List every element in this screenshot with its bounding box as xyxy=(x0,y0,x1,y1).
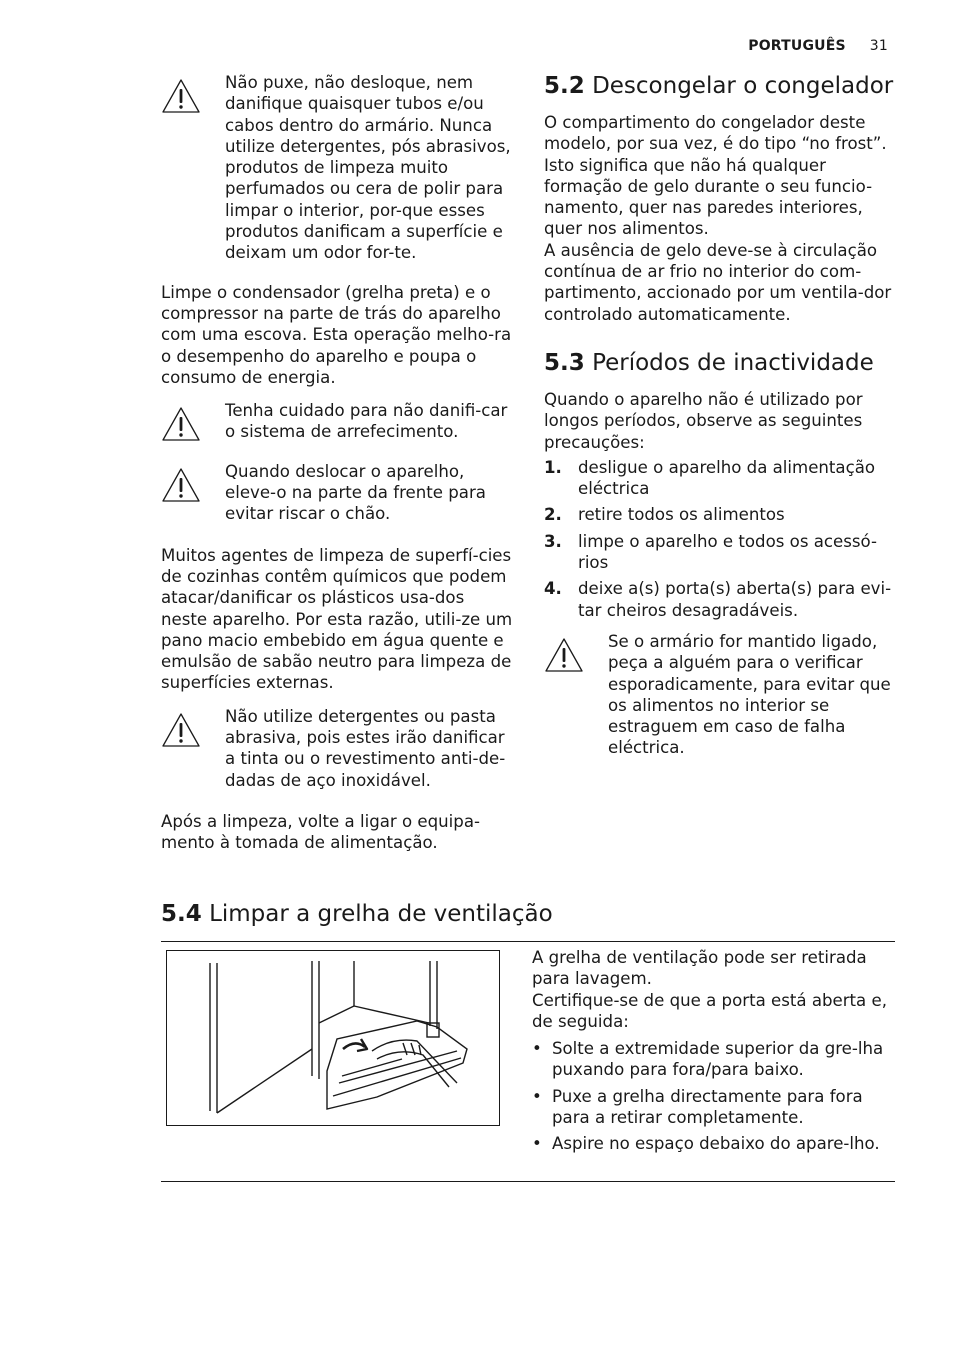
bullet-glyph: • xyxy=(532,1086,542,1106)
paragraph: Limpe o condensador (grelha preta) e o compressor na parte de trás do aparelho com uma escova. Esta operação melho-ra o desempenho do aparelho e poupa o consumo de energia. xyxy=(161,282,512,387)
warning-text: Não utilize detergentes ou pasta abrasiva, pois estes irão danificar a tinta ou o revestimento anti-de-dadas de aço inoxidável. xyxy=(225,706,506,790)
bullet-text: Puxe a grelha directamente para fora para a retirar completamente. xyxy=(552,1086,863,1128)
bullet-glyph: • xyxy=(532,1134,542,1154)
paragraph: Quando o aparelho não é utilizado por longos períodos, observe as seguintes precauções: xyxy=(544,389,863,452)
section-5-4-text xyxy=(532,947,896,1160)
warning-icon xyxy=(544,637,584,673)
page-header xyxy=(748,38,888,54)
divider xyxy=(161,941,895,942)
section-heading-5-3 xyxy=(544,349,896,377)
language-label: PORTUGUÊS xyxy=(748,38,846,54)
paragraph: Muitos agentes de limpeza de superfí-cies de cozinhas contêm químicos que podem atacar/danificar os plásticos usa-dos neste aparelho. Por esta razão, utili-ze um pano macio embebido em água quente e emulsão de sabão neutro para limpeza de superfícies externas. xyxy=(161,545,513,693)
paragraph: A ausência de gelo deve-se à circulação contínua de ar frio no interior do com-partimento, accionado por um ventila-dor controlado automaticamente. xyxy=(544,240,892,324)
step-number: 4. xyxy=(544,579,562,599)
warning-text: Não puxe, não desloque, nem danifique quaisquer tubos e/ou cabos dentro do armário. Nunca utilize detergentes, pós abrasivos, produtos de limpeza muito perfumados ou cera de polir para limpar o interior, por-que esses produtos danificam a superfície e deixam um odor for-te. xyxy=(225,73,511,263)
list-item xyxy=(532,1086,896,1129)
list-item xyxy=(544,531,896,574)
warning-icon xyxy=(161,467,201,503)
step-number: 1. xyxy=(544,457,562,477)
step-number: 3. xyxy=(544,531,562,551)
step-text: deixe a(s) porta(s) aberta(s) para evi-tar cheiros desagradáveis. xyxy=(578,579,892,620)
warning-icon xyxy=(161,406,201,442)
bullet-text: Aspire no espaço debaixo do apare-lho. xyxy=(552,1134,880,1154)
step-number: 2. xyxy=(544,505,562,525)
warning-icon xyxy=(161,78,201,114)
step-text: retire todos os alimentos xyxy=(578,505,785,525)
steps-list xyxy=(544,457,896,621)
section-heading-5-4 xyxy=(161,900,553,928)
list-item xyxy=(544,457,896,500)
left-column xyxy=(161,72,513,854)
page-number: 31 xyxy=(869,38,888,54)
warning-block xyxy=(161,706,513,791)
right-column xyxy=(544,72,896,759)
section-number: 5.2 xyxy=(544,73,585,99)
section-title: Descongelar o congelador xyxy=(592,73,894,99)
paragraph: Após a limpeza, volte a ligar o equipa-mento à tomada de alimentação. xyxy=(161,811,480,853)
section-heading-5-2 xyxy=(544,72,896,100)
divider xyxy=(161,1181,895,1182)
warning-block xyxy=(161,72,513,264)
warning-block xyxy=(544,631,896,759)
warning-text: Quando deslocar o aparelho, eleve-o na parte da frente para evitar riscar o chão. xyxy=(225,461,486,524)
bullet-text: Solte a extremidade superior da gre-lha puxando para fora/para baixo. xyxy=(552,1039,884,1080)
bullet-glyph: • xyxy=(532,1039,542,1059)
section-title: Períodos de inactividade xyxy=(592,349,874,376)
paragraph: O compartimento do congelador deste modelo, por sua vez, é do tipo “no frost”. Isto significa que não há qualquer formação de gelo durante o seu funcio-namento, quer nas paredes interiores, quer nos alimentos. xyxy=(544,113,887,239)
step-text: desligue o aparelho da alimentação eléctrica xyxy=(578,457,876,499)
section-number: 5.3 xyxy=(544,349,585,376)
grille-drawing xyxy=(167,951,499,1125)
paragraph: Certifique-se de que a porta está aberta e, de seguida: xyxy=(532,990,887,1031)
warning-text: Tenha cuidado para não danifi-car o sistema de arrefecimento. xyxy=(225,401,508,442)
section-title: Limpar a grelha de ventilação xyxy=(209,901,553,927)
warning-icon xyxy=(161,712,201,748)
step-text: limpe o aparelho e todos os acessó-rios xyxy=(578,531,877,573)
list-item xyxy=(544,578,896,621)
warning-block xyxy=(161,461,513,525)
warning-text: Se o armário for mantido ligado, peça a alguém para o verificar esporadicamente, para evitar que os alimentos no interior se estraguem em caso de falha eléctrica. xyxy=(608,631,891,758)
paragraph: A grelha de ventilação pode ser retirada para lavagem. xyxy=(532,948,867,989)
vent-grille-illustration xyxy=(166,950,500,1126)
section-number: 5.4 xyxy=(161,901,202,927)
list-item xyxy=(532,1133,896,1154)
list-item xyxy=(532,1038,896,1081)
list-item xyxy=(544,504,896,525)
bullet-list xyxy=(532,1038,896,1154)
warning-block xyxy=(161,400,513,443)
